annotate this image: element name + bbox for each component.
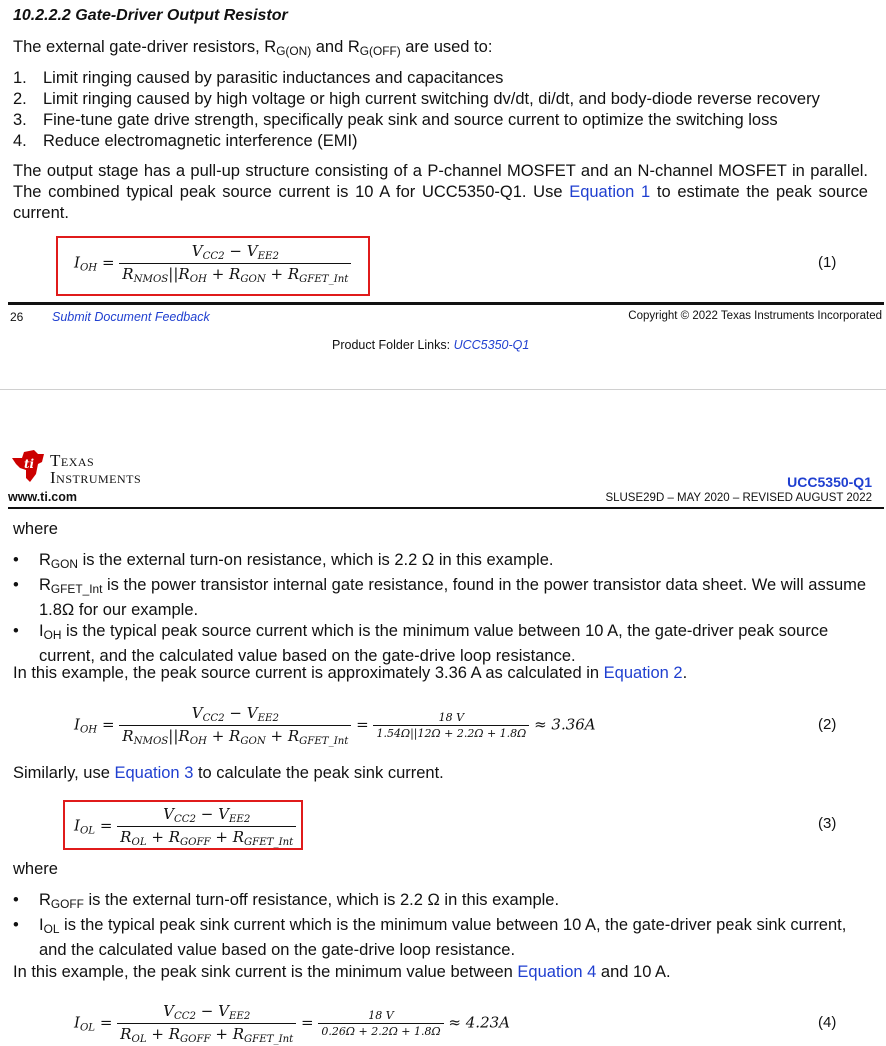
where-label-2: where xyxy=(13,860,58,878)
ti-logo xyxy=(8,446,178,488)
header-rule xyxy=(8,507,884,509)
equation-1: $I_{OH}$ = $\frac{V_{CC2} - V_{EE2}}{R_{NMOS}||R_{OH} + R_{GON} + R_{GFET\_Int}}$ xyxy=(74,242,351,285)
equation-1-number: (1) xyxy=(818,254,837,271)
where-label-1: where xyxy=(13,520,58,538)
peak-sink-paragraph: Similarly, use Equation 3 to calculate the peak sink current. xyxy=(13,764,444,782)
copyright: Copyright © 2022 Texas Instruments Incorporated xyxy=(628,310,882,322)
website-link[interactable]: www.ti.com xyxy=(8,490,77,504)
minimum-value-paragraph: In this example, the peak sink current is the minimum value between Equation 4 and 10 A. xyxy=(13,963,671,981)
submit-feedback-link[interactable]: Submit Document Feedback xyxy=(52,310,210,324)
part-number: UCC5350-Q1 xyxy=(787,474,872,490)
equation-3: $I_{OL}$ = $\frac{V_{CC2} - V_{EE2}}{R_{OL} + R_{GOFF} + R_{GFET\_Int}}$ xyxy=(74,805,296,848)
list-item: • $R_{GON}$ is the external turn-on resistance, which is 2.2 Ω in this example. xyxy=(13,551,554,571)
equation-2-number: (2) xyxy=(818,716,837,733)
equation-4-number: (4) xyxy=(818,1014,837,1031)
list-item: 2. Limit ringing caused by high voltage or high current switching dv/dt, di/dt, and body-diode reverse recovery xyxy=(13,90,820,108)
list-item: 1. Limit ringing caused by parasitic inductances and capacitances xyxy=(13,69,504,87)
equation-3-link[interactable]: Equation 3 xyxy=(114,764,194,782)
equation-2-link[interactable]: Equation 2 xyxy=(603,664,683,682)
list-item: • $I_{OL}$ is the typical peak sink current which is the minimum value between 10 A, the gate-driver peak sink current, and the calculated value based on the gate-drive loop resistance. xyxy=(13,915,847,959)
list-item: • $R_{GOFF}$ is the external turn-off resistance, which is 2.2 Ω in this example. xyxy=(13,891,560,911)
equation-4-link[interactable]: Equation 4 xyxy=(517,963,597,981)
footer-rule xyxy=(8,302,884,305)
equation-4: $I_{OL}$ = $\frac{V_{CC2} - V_{EE2}}{R_{OL} + R_{GOFF} + R_{GFET\_Int}}$ = $\frac{18 V}{0.26\Omega + 2.2\Omega + 1.8\Omega}$ ≈ 4.23A xyxy=(74,1002,510,1046)
ti-logo-icon xyxy=(8,448,48,484)
equation-2: $I_{OH}$ = $\frac{V_{CC2} - V_{EE2}}{R_{NMOS}||R_{OH} + R_{GON} + R_{GFET\_Int}}$ = $\frac{18 V}{1.54\Omega||12\Omega + 2.2\Omega + 1.8\Omega}$ ≈ 3.36A xyxy=(74,704,596,748)
equation-3-number: (3) xyxy=(818,815,837,832)
purpose-list xyxy=(13,68,878,152)
list-item: • $I_{OH}$ is the typical peak source current which is the minimum value between 10 A, the gate-driver peak source current, and the calculated value based on the gate-drive loop resistance. xyxy=(13,621,829,665)
svg-text:ti: ti xyxy=(24,457,35,471)
intro-paragraph: The external gate-driver resistors, $R_{G(ON)}$ and $R_{G(OFF)}$ are used to: xyxy=(13,38,493,58)
variables-list-2 xyxy=(13,890,868,961)
logo-text-texas: Texas xyxy=(50,451,95,470)
list-item: • $R_{GFET\_Int}$ is the power transistor internal gate resistance, found in the power transistor data sheet. We will assume 1.8Ω for our example. xyxy=(13,575,867,619)
list-item: 3. Fine-tune gate drive strength, specifically peak sink and source current to optimize the switching loss xyxy=(13,111,778,129)
variables-list-1 xyxy=(13,550,868,667)
product-folder-links: Product Folder Links: UCC5350-Q1 xyxy=(332,338,530,352)
page-number: 26 xyxy=(10,310,24,324)
product-folder-link[interactable]: UCC5350-Q1 xyxy=(453,338,530,352)
peak-source-paragraph: In this example, the peak source current is approximately 3.36 A as calculated in Equation 2. xyxy=(13,664,688,682)
page-break-line xyxy=(0,389,886,390)
list-item: 4. Reduce electromagnetic interference (EMI) xyxy=(13,132,358,150)
logo-text-instruments: Instruments xyxy=(50,468,142,487)
output-stage-paragraph: The output stage has a pull-up structure consisting of a P-channel MOSFET and an N-channel MOSFET in parallel. The combined typical peak source current is 10 A for UCC5350-Q1. Use Equation 1 to estimate the peak source current. xyxy=(13,162,868,222)
section-heading: 10.2.2.2 Gate-Driver Output Resistor xyxy=(13,7,288,24)
document-info: SLUSE29D – MAY 2020 – REVISED AUGUST 2022 xyxy=(605,492,872,504)
equation-1-link[interactable]: Equation 1 xyxy=(569,183,651,201)
